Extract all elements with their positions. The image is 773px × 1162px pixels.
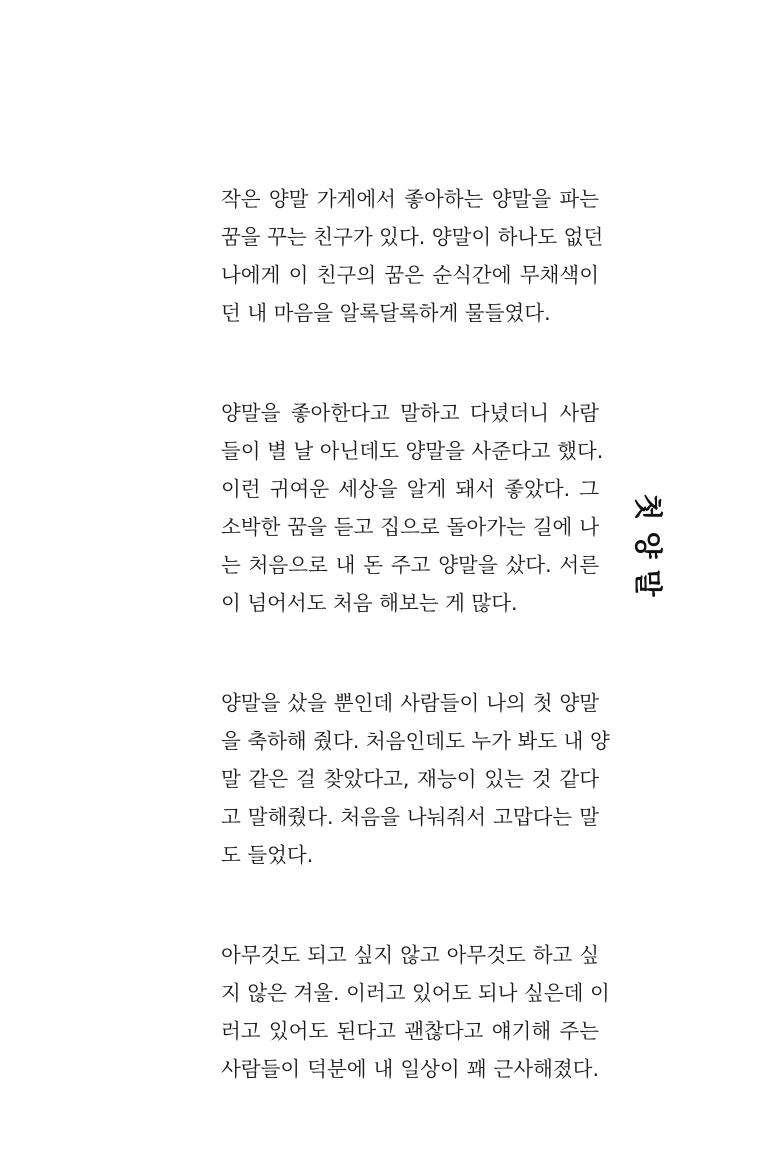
text-line: 사람들이 덕분에 내 일상이 꽤 근사해졌다. <box>221 1057 599 1081</box>
side-label-char: 말 <box>632 569 665 597</box>
text-line: 나에게 이 친구의 꿈은 순식간에 무채색이 <box>221 263 599 287</box>
text-line: 이 넘어서도 처음 해보는 게 많다. <box>221 591 518 615</box>
text-line: 아무것도 되고 싶지 않고 아무것도 하고 싶 <box>221 943 599 967</box>
text-line: 말 같은 걸 찾았다고, 재능이 있는 것 같다 <box>221 767 599 791</box>
text-line: 도 들었다. <box>221 843 314 867</box>
side-label-char: 첫 <box>632 493 665 521</box>
body-text <box>221 180 610 1150</box>
text-line: 소박한 꿈을 듣고 집으로 돌아가는 길에 나 <box>221 515 599 539</box>
text-line: 이런 귀여운 세상을 알게 돼서 좋았다. 그 <box>221 477 599 501</box>
text-line: 들이 별 날 아닌데도 양말을 사준다고 했다. <box>221 439 604 463</box>
text-line: 양말을 좋아한다고 말하고 다녔더니 사람 <box>221 401 599 425</box>
side-label-char: 양 <box>632 531 665 559</box>
chapter-side-label <box>628 488 668 608</box>
paragraph-3 <box>221 684 610 874</box>
text-line: 던 내 마음을 알록달록하게 물들였다. <box>221 301 551 325</box>
text-line: 작은 양말 가게에서 좋아하는 양말을 파는 <box>221 187 599 211</box>
text-line: 양말을 샀을 뿐인데 사람들이 나의 첫 양말 <box>221 691 599 715</box>
text-line: 지 않은 겨울. 이러고 있어도 되나 싶은데 이 <box>221 981 610 1005</box>
paragraph-4 <box>221 936 610 1088</box>
text-line: 고 말해줬다. 처음을 나눠줘서 고맙다는 말 <box>221 805 599 829</box>
text-line: 꿈을 꾸는 친구가 있다. 양말이 하나도 없던 <box>221 225 604 249</box>
text-line: 는 처음으로 내 돈 주고 양말을 샀다. 서른 <box>221 553 599 577</box>
text-line: 을 축하해 줬다. 처음인데도 누가 봐도 내 양 <box>221 729 610 753</box>
text-line: 러고 있어도 된다고 괜찮다고 얘기해 주는 <box>221 1019 599 1043</box>
paragraph-1 <box>221 180 604 332</box>
paragraph-2 <box>221 394 604 622</box>
